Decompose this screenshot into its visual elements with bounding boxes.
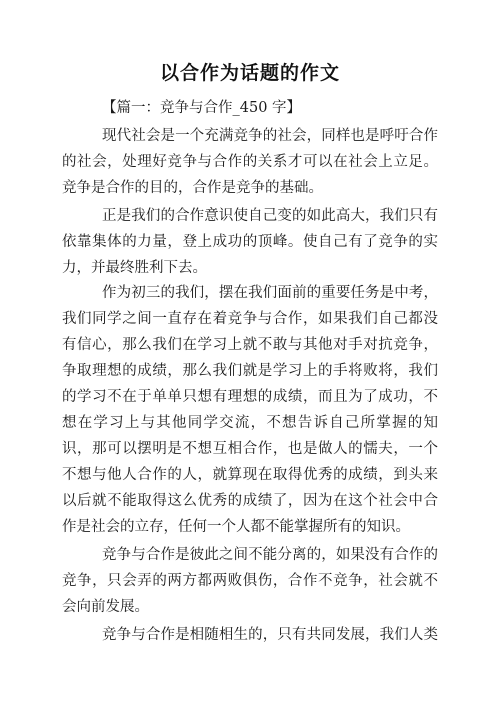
paragraph-line: 依靠集体的力量，登上成功的顶峰。使自己有了竞争的实: [62, 234, 438, 250]
page-title: 以合作为话题的作文: [159, 62, 340, 84]
paragraph-line: 竞争与合作是彼此之间不能分离的，如果没有合作的: [102, 547, 438, 563]
paragraph-line: 正是我们的合作意识使自己变的如此高大，我们只有: [102, 208, 438, 224]
paragraph-line: 作是社会的立存，任何一个人都不能掌握所有的知识。: [62, 519, 410, 535]
paragraph-line: 想在学习上与其他同学交流，不想告诉自己所掌握的知: [62, 415, 438, 431]
paragraph-line: 竞争，只会弄的两方都两败俱伤，合作不竞争，社会就不: [62, 573, 438, 589]
paragraph-line: 作为初三的我们，摆在我们面前的重要任务是中考，: [102, 285, 438, 301]
paragraph-line: 我们同学之间一直存在着竞争与合作，如果我们自己都没: [62, 311, 438, 327]
paragraph-line: 以后就不能取得这么优秀的成绩了，因为在这个社会中合: [62, 493, 438, 509]
paragraph-line: 不想与他人合作的人，就算现在取得优秀的成绩，到头来: [62, 467, 438, 483]
paragraph-line: 竞争与合作是相随相生的，只有共同发展，我们人类: [102, 627, 438, 643]
paragraph-line: 有信心，那么我们在学习上就不敢与其他对手对抗竞争，: [62, 337, 438, 353]
paragraph-line: 会向前发展。: [62, 599, 149, 615]
section-heading: 【篇一：竞争与合作_450 字】: [102, 100, 302, 116]
paragraph-line: 的学习不在于单单只想有理想的成绩，而且为了成功，不: [62, 389, 438, 405]
paragraph-line: 力，并最终胜利下去。: [62, 260, 207, 276]
paragraph-line: 识，那可以摆明是不想互相合作，也是做人的懦夫，一个: [62, 441, 438, 457]
paragraph-line: 现代社会是一个充满竞争的社会，同样也是呼吁合作: [102, 128, 438, 144]
paragraph-line: 的社会，处理好竞争与合作的关系才可以在社会上立足。: [62, 154, 438, 170]
paragraph-line: 竞争是合作的目的，合作是竞争的基础。: [62, 180, 323, 196]
paragraph-line: 争取理想的成绩，那么我们就是学习上的手将败将，我们: [62, 363, 438, 379]
